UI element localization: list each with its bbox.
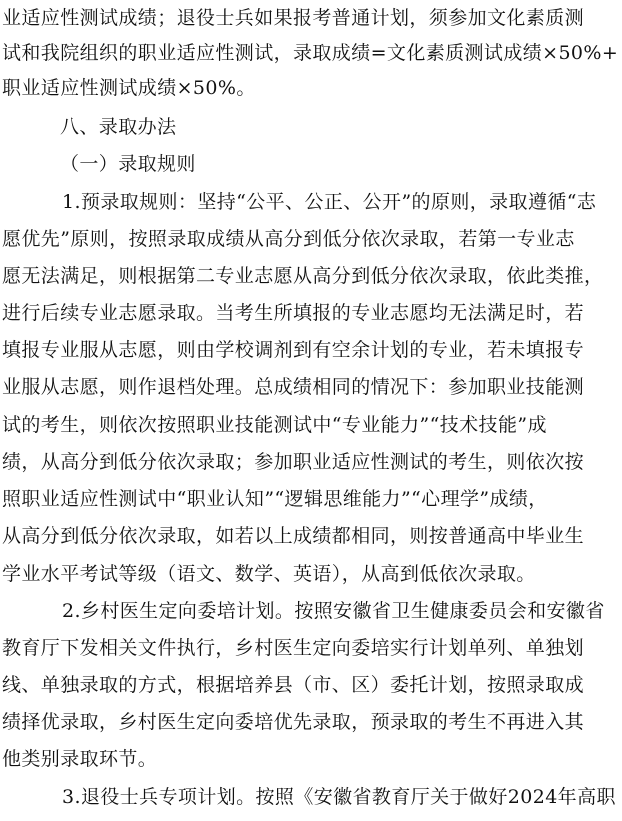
paragraph-line: 学业水平考试等级（语文、数学、英语），从高到低依次录取。 [2,563,536,585]
paragraph-line: 照职业适应性测试中“职业认知”“逻辑思维能力”“心理学”成绩， [2,488,548,510]
paragraph-line: 试和我院组织的职业适应性测试，录取成绩=文化素质测试成绩×50%+ [2,42,619,64]
paragraph-line: 他类别录取环节。 [2,748,158,770]
section-heading: 八、录取办法 [60,116,177,138]
paragraph-line: 愿优先”原则，按照录取成绩从高分到低分依次录取，若第一专业志 [2,228,575,250]
paragraph-line: 愿无法满足，则根据第二专业志愿从高分到低分依次录取，依此类推， [2,265,604,287]
paragraph-line: 绩择优录取，乡村医生定向委培优先录取，预录取的考生不再进入其 [2,711,585,733]
paragraph-line: 线、单独录取的方式，根据培养县（市、区）委托计划，按照录取成 [2,674,585,696]
paragraph-line: 教育厅下发相关文件执行，乡村医生定向委培实行计划单列、单独划 [2,637,585,659]
paragraph-line: 业服从志愿，则作退档处理。总成绩相同的情况下：参加职业技能测 [2,376,585,398]
paragraph-line: 3.退役士兵专项计划。按照《安徽省教育厅关于做好2024年高职 [62,786,616,808]
paragraph-line: 2.乡村医生定向委培计划。按照安徽省卫生健康委员会和安徽省 [62,600,605,622]
paragraph-line: 从高分到低分依次录取，如若以上成绩都相同，则按普通高中毕业生 [2,525,585,547]
paragraph-line: 试的考生，则依次按照职业技能测试中“专业能力”“技术技能”成 [2,414,547,436]
paragraph-line: 职业适应性测试成绩×50%。 [2,77,256,99]
paragraph-line: 填报专业服从志愿，则由学校调剂到有空余计划的专业，若未填报专 [2,339,585,361]
paragraph-line: 业适应性测试成绩；退役士兵如果报考普通计划，须参加文化素质测 [2,7,585,29]
paragraph-line: 进行后续专业志愿录取。当考生所填报的专业志愿均无法满足时，若 [2,302,585,324]
paragraph-line: 绩，从高分到低分依次录取；参加职业适应性测试的考生，则依次按 [2,451,585,473]
paragraph-line: 1.预录取规则：坚持“公平、公正、公开”的原则，录取遵循“志 [62,191,597,213]
subsection-heading: （一）录取规则 [60,153,196,175]
